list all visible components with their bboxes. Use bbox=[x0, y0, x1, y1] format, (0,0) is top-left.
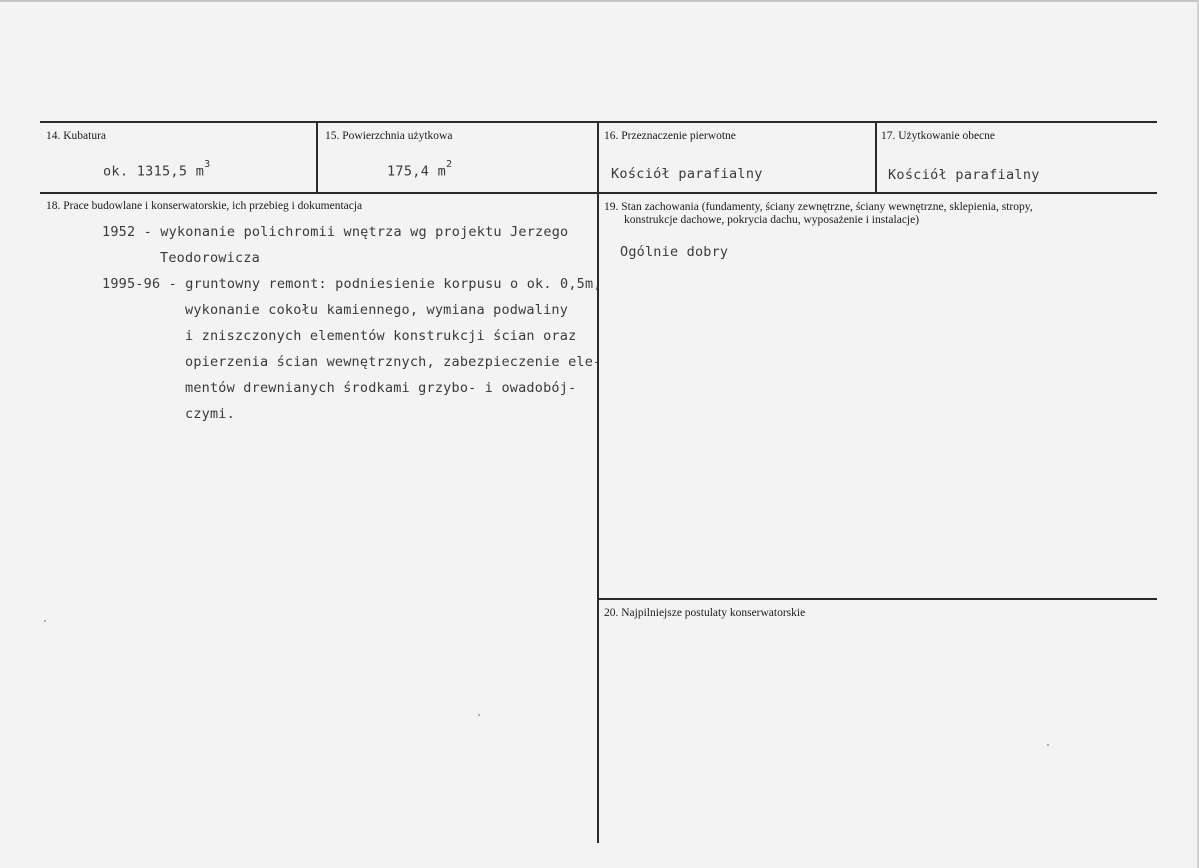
przeznaczenie-value: Kościół parafialny bbox=[611, 166, 763, 182]
prace-label: 18. Prace budowlane i konserwatorskie, ich przebieg i dokumentacja bbox=[46, 200, 363, 212]
prace-line: opierzenia ścian wewnętrznych, zabezpieczenie ele- bbox=[185, 354, 602, 370]
powierzchnia-value bbox=[387, 159, 453, 180]
stan-label-line-1: 19. Stan zachowania (fundamenty, ściany zewnętrzne, ściany wewnętrzne, sklepienia, stropy, bbox=[604, 201, 1033, 213]
stan-label bbox=[604, 201, 1144, 227]
powierzchnia-label: 15. Powierzchnia użytkowa bbox=[325, 130, 453, 142]
scan-speck bbox=[478, 714, 480, 716]
kubatura-unit-exponent: 3 bbox=[204, 159, 211, 170]
przeznaczenie-label: 16. Przeznaczenie pierwotne bbox=[604, 130, 736, 142]
powierzchnia-unit-exponent: 2 bbox=[446, 159, 453, 170]
row-divider bbox=[40, 192, 1157, 194]
scan-speck bbox=[44, 620, 46, 622]
kubatura-value bbox=[103, 159, 211, 180]
stan-value: Ogólnie dobry bbox=[620, 244, 729, 260]
uzytkowanie-label: 17. Użytkowanie obecne bbox=[881, 130, 996, 142]
uzytkowanie-value: Kościół parafialny bbox=[888, 167, 1040, 183]
top-rule bbox=[40, 121, 1157, 123]
powierzchnia-number: 175,4 m bbox=[387, 163, 446, 180]
kubatura-label: 14. Kubatura bbox=[46, 130, 107, 142]
col-divider-1 bbox=[316, 121, 318, 193]
prace-line: Teodorowicza bbox=[160, 250, 260, 266]
kubatura-number: ok. 1315,5 m bbox=[103, 163, 205, 180]
prace-line: wykonanie cokołu kamiennego, wymiana podwaliny bbox=[185, 302, 569, 318]
prace-line: 1995-96 - gruntowny remont: podniesienie korpusu o ok. 0,5m, bbox=[102, 276, 602, 292]
stan-label-line-2: konstrukcje dachowe, pokrycia dachu, wyposażenie i instalacje) bbox=[624, 214, 920, 226]
section-19-20-divider bbox=[597, 598, 1157, 600]
prace-line: czymi. bbox=[185, 406, 235, 422]
prace-line: mentów drewnianych środkami grzybo- i owadobój- bbox=[185, 380, 577, 396]
col-divider-2 bbox=[597, 121, 599, 843]
col-divider-3 bbox=[875, 121, 877, 193]
prace-line: 1952 - wykonanie polichromii wnętrza wg projektu Jerzego bbox=[102, 224, 569, 240]
postulaty-label: 20. Najpilniejsze postulaty konserwatorskie bbox=[604, 607, 806, 619]
prace-line: i zniszczonych elementów konstrukcji ścian oraz bbox=[185, 328, 577, 344]
scan-speck bbox=[1047, 744, 1049, 746]
